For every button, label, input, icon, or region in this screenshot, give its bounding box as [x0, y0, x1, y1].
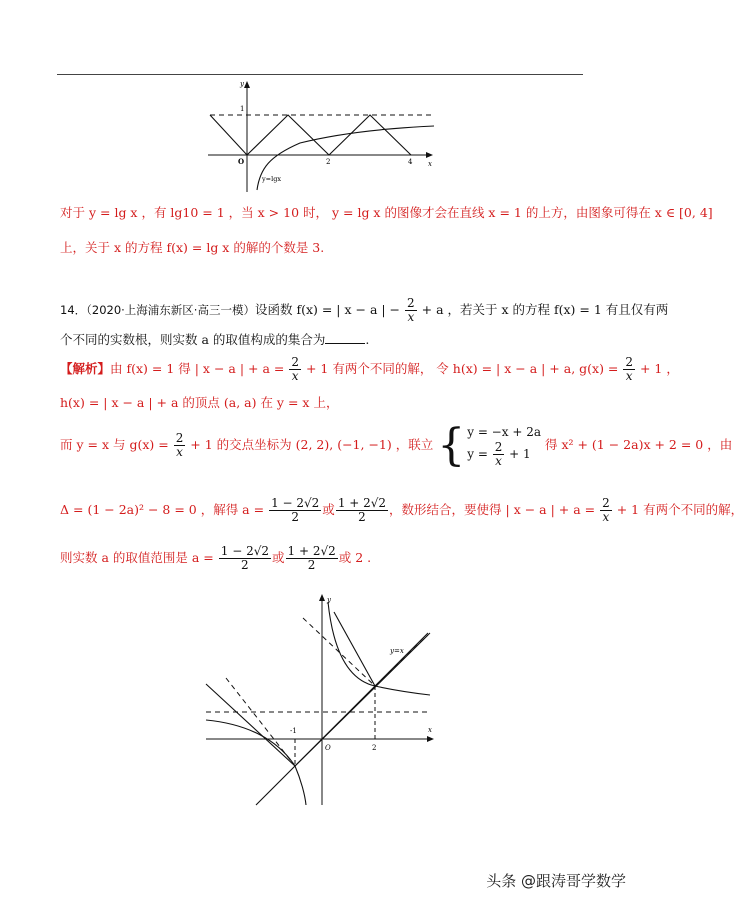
para1-line1: 对于 y = lg x ，有 lg10 = 1 ，当 x > 10 时， y = lg x 的图像才会在直线 x = 1 的上方，由图象可得在 x ∈ [0, 4] — [60, 205, 713, 220]
graph1-tick-1: 1 — [240, 105, 245, 113]
graph-lgx — [200, 78, 440, 196]
fraction-2-over-x: $\frac{2}{x}$ — [602, 496, 610, 525]
answer-blank — [325, 332, 365, 344]
graph2-line-label: y=x — [390, 647, 404, 655]
solution-tag: 【解析】 — [60, 361, 111, 377]
solution-line5: 则实数 a 的取值范围是 a = $\frac{1 - 2√2}{2}$ 或 $\frac{1 + 2√2}{2}$ 或 2 . — [60, 544, 372, 573]
graph1-tick-2: 2 — [326, 158, 331, 166]
system-brace: { — [437, 419, 466, 471]
graph2-x-label: x — [428, 726, 432, 734]
solution-line2: h(x) = | x − a | + a 的顶点 (a, a) 在 y = x 上， — [60, 395, 339, 410]
solution-line1: 【解析】由 f(x) = 1 得 | x − a | + a = $\frac{2}{x}$ + 1 有两个不同的解， 令 h(x) = | x − a | + a, g(x) = $\frac{2}{x}$ + 1 ， — [60, 355, 679, 384]
top-rule — [57, 74, 583, 75]
problem-source: 14．（2020·上海浦东新区·高三一模） — [60, 303, 255, 318]
fraction-2-over-x: $\frac{2}{x}$ — [625, 355, 634, 384]
graph2-y-label: y — [327, 596, 331, 604]
graph1-origin: O — [238, 157, 245, 166]
graph2-origin: O — [325, 744, 331, 752]
graph1-x-label: x — [428, 160, 432, 168]
problem-line2-text: 个不同的实数根，则实数 a 的取值构成的集合为 — [60, 332, 326, 347]
solution-line4: Δ = (1 − 2a)² − 8 = 0 ，解得 a = $\frac{1 - 2√2}{2}$ 或 $\frac{1 + 2√2}{2}$ ，数形结合，要使得 | x − a | + a = $\frac{2}{x}$ + 1 有两个不同的解， — [60, 496, 743, 525]
watermark: 头条 @跟涛哥学数学 — [486, 872, 626, 890]
fraction-2-over-x: $\frac{2}{x}$ — [175, 431, 184, 460]
fraction-2-over-x: $\frac{2}{x}$ — [291, 355, 299, 384]
equation-system: y = −x + 2a y = $\frac{2}{x}$ + 1 — [467, 425, 541, 469]
graph1-tick-4: 4 — [408, 158, 413, 166]
root2-fraction: $\frac{1 + 2√2}{2}$ — [287, 544, 336, 573]
problem14-line2: 个不同的实数根，则实数 a 的取值构成的集合为 . — [60, 332, 370, 347]
problem-text-b: + a ，若关于 x 的方程 f(x) = 1 有且仅有两 — [417, 302, 669, 318]
graph1-curve-label: y=lgx — [262, 175, 282, 183]
problem-text-a: 设函数 f(x) = | x − a | − — [254, 302, 405, 318]
root1-fraction: $\frac{1 - 2√2}{2}$ — [271, 496, 320, 525]
problem14-line1 — [60, 297, 668, 324]
solution-line3: 而 y = x 与 g(x) = $\frac{2}{x}$ + 1 的交点坐标为 (2, 2), (−1, −1) ，联立 { y = −x + 2a y = $\frac{2}{x}$ + 1 得 x² + (1 − 2a)x + 2 = 0 ，由 — [60, 419, 733, 471]
para1-line2: 上，关于 x 的方程 f(x) = lg x 的解的个数是 3. — [60, 240, 325, 255]
graph2-tick-neg1: -1 — [290, 727, 297, 735]
fraction-2-over-x: $\frac{2}{x}$ — [407, 296, 415, 325]
graph1-y-label: y — [240, 80, 244, 88]
graph2-tick-2: 2 — [372, 744, 377, 752]
root1-fraction: $\frac{1 - 2√2}{2}$ — [220, 544, 269, 573]
root2-fraction: $\frac{1 + 2√2}{2}$ — [337, 496, 387, 525]
graph-solution — [198, 590, 444, 810]
